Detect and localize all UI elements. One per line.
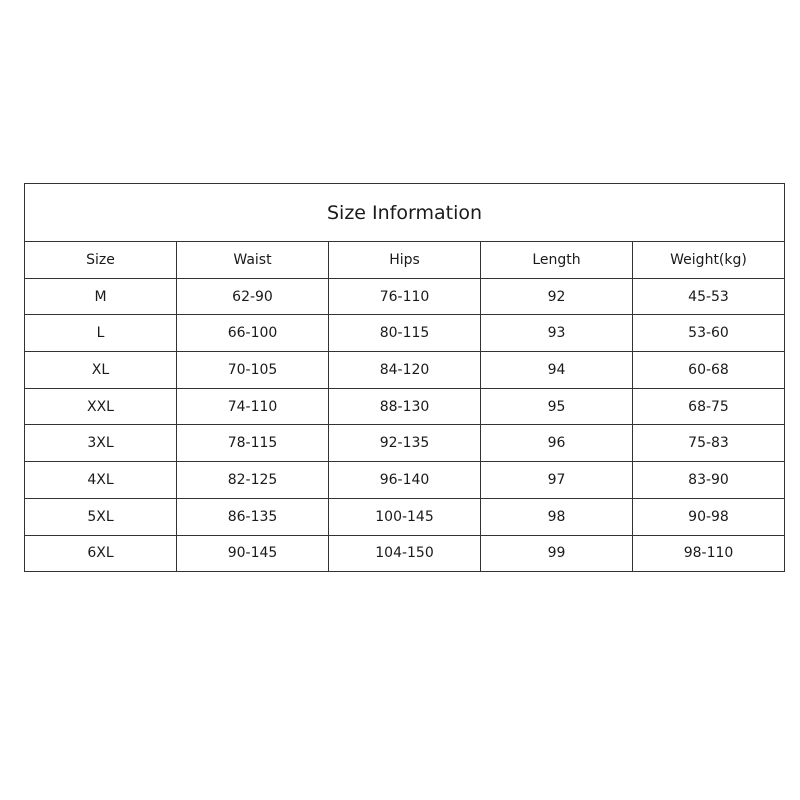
cell-hips: 80-115 xyxy=(329,315,481,352)
cell-weight: 83-90 xyxy=(633,462,785,499)
cell-weight: 45-53 xyxy=(633,278,785,315)
cell-weight: 75-83 xyxy=(633,425,785,462)
cell-length: 96 xyxy=(481,425,633,462)
cell-waist: 70-105 xyxy=(177,352,329,389)
cell-length: 93 xyxy=(481,315,633,352)
column-header-waist: Waist xyxy=(177,242,329,279)
table-title: Size Information xyxy=(25,184,785,242)
cell-hips: 88-130 xyxy=(329,388,481,425)
cell-hips: 84-120 xyxy=(329,352,481,389)
cell-waist: 66-100 xyxy=(177,315,329,352)
cell-size: 4XL xyxy=(25,462,177,499)
cell-size: XL xyxy=(25,352,177,389)
cell-length: 97 xyxy=(481,462,633,499)
cell-size: XXL xyxy=(25,388,177,425)
cell-weight: 68-75 xyxy=(633,388,785,425)
table-row xyxy=(25,278,785,315)
column-header-length: Length xyxy=(481,242,633,279)
cell-length: 92 xyxy=(481,278,633,315)
cell-weight: 90-98 xyxy=(633,498,785,535)
cell-hips: 92-135 xyxy=(329,425,481,462)
table-row xyxy=(25,462,785,499)
column-header-weight: Weight(kg) xyxy=(633,242,785,279)
cell-length: 99 xyxy=(481,535,633,572)
title-row xyxy=(25,184,785,242)
table-row xyxy=(25,535,785,572)
cell-waist: 74-110 xyxy=(177,388,329,425)
column-header-hips: Hips xyxy=(329,242,481,279)
cell-waist: 90-145 xyxy=(177,535,329,572)
cell-weight: 60-68 xyxy=(633,352,785,389)
cell-waist: 78-115 xyxy=(177,425,329,462)
cell-size: 5XL xyxy=(25,498,177,535)
cell-weight: 98-110 xyxy=(633,535,785,572)
table-row xyxy=(25,352,785,389)
cell-length: 98 xyxy=(481,498,633,535)
cell-size: 3XL xyxy=(25,425,177,462)
cell-size: L xyxy=(25,315,177,352)
cell-weight: 53-60 xyxy=(633,315,785,352)
table-row xyxy=(25,315,785,352)
cell-waist: 62-90 xyxy=(177,278,329,315)
cell-length: 95 xyxy=(481,388,633,425)
column-header-size: Size xyxy=(25,242,177,279)
cell-hips: 104-150 xyxy=(329,535,481,572)
table-row xyxy=(25,498,785,535)
cell-hips: 76-110 xyxy=(329,278,481,315)
cell-waist: 86-135 xyxy=(177,498,329,535)
cell-waist: 82-125 xyxy=(177,462,329,499)
cell-length: 94 xyxy=(481,352,633,389)
cell-hips: 96-140 xyxy=(329,462,481,499)
table-row xyxy=(25,388,785,425)
cell-size: M xyxy=(25,278,177,315)
cell-hips: 100-145 xyxy=(329,498,481,535)
cell-size: 6XL xyxy=(25,535,177,572)
header-row xyxy=(25,242,785,279)
table-row xyxy=(25,425,785,462)
size-chart-table xyxy=(24,183,785,572)
